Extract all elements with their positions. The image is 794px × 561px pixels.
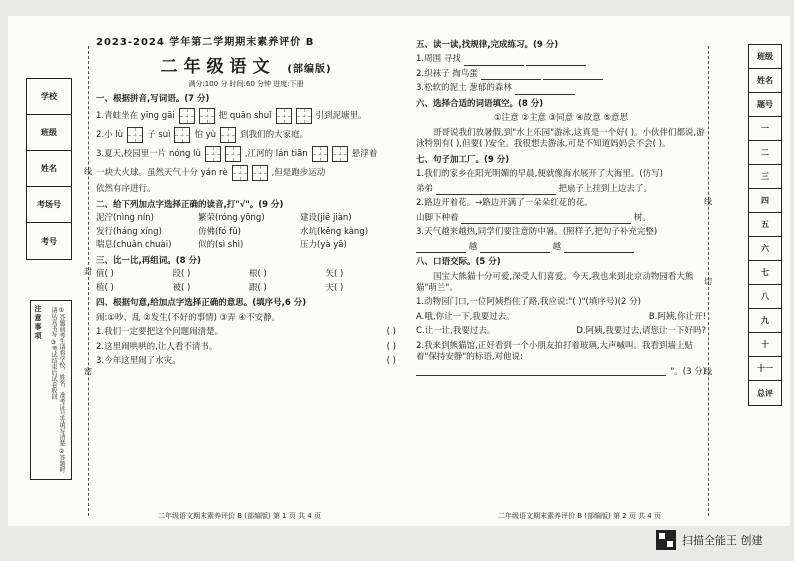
compare-item[interactable]: 跟( ) [249, 282, 267, 293]
compare-item[interactable]: 植( ) [96, 282, 114, 293]
score-label: 十一 [749, 357, 781, 381]
q-text: ,但是跑步运动 [271, 167, 326, 178]
notes-title: 注意事项 [34, 305, 42, 341]
score-label: 八 [749, 285, 781, 309]
q-text: 引到泥塘里。 [315, 110, 367, 121]
speaking-question: 2.我来到熊猫馆,正好看到一个小朋友拍打着玻璃,大声喊叫。我看到墙上贴着"保持安静"的标语,对他说: [416, 340, 694, 363]
class-label: 班级 [27, 115, 71, 151]
sentence-question: 3.天气越来越热,同学们要注意防中暑。(照样子,把句子补充完整) [416, 227, 658, 238]
score-column [748, 44, 782, 406]
q-text: 1.青蛙坐在 yīng gāi [96, 110, 175, 121]
q-text: 子 suì [147, 129, 171, 140]
q-text: 山脚下种着 [416, 212, 459, 223]
score-label: 五 [749, 213, 781, 237]
q-text: 3.松软的泥土 葱郁的森林 [416, 83, 512, 94]
answer-line[interactable] [461, 215, 631, 224]
char-box[interactable] [127, 127, 143, 143]
section-7-title: 七、句子加工厂。(9 分) [416, 154, 510, 165]
scanner-watermark [656, 530, 763, 550]
seal-line-left [88, 46, 89, 516]
page-title [96, 56, 396, 79]
score-label: 七 [749, 261, 781, 285]
char-box[interactable] [252, 165, 268, 181]
answer-paren[interactable]: ( ) [386, 341, 396, 352]
score-label: 三 [749, 165, 781, 189]
school-label: 学校 [27, 79, 71, 115]
score-label: 总评 [757, 388, 773, 398]
char-box[interactable] [232, 165, 248, 181]
title-text: 二年级语文 [160, 56, 276, 77]
answer-line[interactable] [543, 71, 603, 80]
pronunciation-item[interactable]: 压力(yà yā) [300, 240, 347, 251]
q-text: 越 [552, 241, 562, 252]
student-info-box [26, 78, 72, 260]
meaning-question [96, 342, 396, 353]
compare-item[interactable]: 值( ) [96, 269, 114, 280]
compare-item[interactable]: 根( ) [249, 269, 267, 280]
char-box[interactable] [205, 146, 221, 162]
pattern-question [416, 54, 706, 65]
page-footer-right: 二年级语文期末素养评价 B (部编版) 第 2 页 共 4 页 [498, 512, 661, 520]
option-a: A.哦,你让一下,我要过去。 [416, 311, 515, 322]
pronunciation-item[interactable]: 繁荣(róng yōng) [198, 213, 265, 224]
option-d: D.阿姨,我要过去,请您让一下好吗? [576, 326, 706, 337]
answer-paren[interactable]: ( ) [386, 355, 396, 366]
sentence-question: 1.我们的家乡在阳光明媚的早晨,便就像海水展开了大海里。(仿写) [416, 169, 663, 180]
compare-grid [96, 269, 396, 294]
score-label: 题号 [749, 93, 781, 117]
name-label: 姓名 [27, 151, 71, 187]
speaking-question: 1.动物园门口,一位阿姨挡住了路,我应说:"( )"(填序号)(2 分) [416, 297, 641, 308]
q-text: 3.夏天,校园里一片 nóng lù [96, 148, 201, 159]
meaning-question [96, 327, 396, 338]
question-1-1 [96, 108, 396, 124]
q-text: ,江河的 lán tiān [244, 148, 308, 159]
compare-item[interactable]: 被( ) [172, 282, 191, 293]
pronunciation-grid [96, 213, 396, 251]
q-text: 把扇子上挂到上边去了。 [558, 183, 652, 194]
section-3-title: 三、比一比,再组词。(8 分) [96, 255, 201, 266]
page-footer-left: 二年级语文期末素养评价 B (部编版) 第 1 页 共 4 页 [158, 512, 321, 520]
pronunciation-item[interactable]: 仿佛(fó fǔ) [198, 226, 241, 237]
answer-line[interactable] [436, 186, 556, 195]
watermark-text: 扫描全能王 创建 [682, 534, 763, 547]
exam-room-label: 考场号 [27, 187, 71, 223]
speaking-options [416, 326, 706, 337]
char-box[interactable] [296, 108, 312, 124]
q-text: 2.小 lù [96, 129, 124, 140]
char-box[interactable] [174, 127, 190, 143]
q-text: 怕 yù [194, 129, 217, 140]
compare-item[interactable]: 段( ) [172, 269, 191, 280]
seal-mark: 封 [84, 267, 92, 276]
exam-number-label: 考号 [41, 236, 57, 246]
exam-notes [30, 300, 72, 480]
score-label: 姓名 [749, 69, 781, 93]
meaning-question [96, 356, 396, 367]
speaking-passage: 国宝大熊猫十分可爱,深受人们喜爱。今天,我也来到北京动物园看大熊猫"萌兰"。 [416, 271, 694, 293]
char-box[interactable] [199, 108, 215, 124]
q-text: 树。 [633, 212, 651, 223]
compare-item[interactable]: 夫( ) [325, 282, 344, 293]
q-text: 3.今年这里闹了水灾。 [96, 355, 181, 366]
char-box[interactable] [179, 108, 195, 124]
answer-line[interactable] [526, 57, 586, 66]
pronunciation-item[interactable]: 水坑(kēng kàng) [300, 226, 369, 237]
answer-line[interactable] [416, 244, 466, 253]
seal-mark: 线 [704, 367, 712, 376]
q-text: 把 quān shuǐ [218, 110, 272, 121]
section-2-title: 二、给下列加点字选择正确的读音,打"√"。(9 分) [96, 199, 284, 210]
pattern-question [416, 69, 706, 80]
q-text: 依然有序进行。 [96, 184, 156, 195]
meaning-options: 闹:①吵、乱 ②发生(不好的事情) ③弄 ④不安静。 [96, 312, 281, 323]
exam-name: 2023-2024 学年第二学期期末素养评价 B [96, 37, 315, 48]
score-label: 班级 [749, 45, 781, 69]
char-box[interactable] [312, 146, 328, 162]
section-4-title: 四、根据句意,给加点字选择正确的意思。(填序号,6 分) [96, 298, 307, 309]
qr-code-icon [656, 530, 676, 550]
score-label: 六 [749, 237, 781, 261]
q-text: 2.织袜子 掏鸟蛋 [416, 68, 478, 79]
question-1-2 [96, 127, 396, 143]
compare-item[interactable]: 矢( ) [325, 269, 344, 280]
binding-strip [26, 40, 78, 480]
score-label: 十 [749, 333, 781, 357]
page-two [416, 36, 706, 378]
q-text: 弟弟 [416, 183, 434, 194]
answer-line[interactable] [480, 244, 550, 253]
sentence-fill [416, 213, 706, 224]
answer-line[interactable] [481, 71, 541, 80]
answer-paren[interactable]: ( ) [386, 327, 396, 338]
option-c: C.让一让,我要过去。 [416, 326, 496, 337]
pronunciation-item[interactable]: 发行(háng xíng) [96, 226, 162, 237]
speaking-options [416, 312, 706, 323]
seal-mark: 密 [84, 367, 92, 376]
seal-mark: 切 [704, 277, 712, 286]
char-box[interactable] [220, 127, 236, 143]
q-text: 2.这里闹哄哄的,让人看不清书。 [96, 341, 218, 352]
section-6-title: 六、选择合适的词语填空。(8 分) [416, 98, 544, 109]
char-box[interactable] [225, 146, 241, 162]
question-1-3 [96, 146, 396, 162]
page-one [96, 36, 396, 367]
exam-sheet [8, 16, 790, 526]
pronunciation-item[interactable]: 似的(sì shì) [198, 240, 244, 251]
question-1-3-cont [96, 165, 396, 181]
pattern-question [416, 83, 706, 94]
section-5-title: 五、读一读,找规律,完成练习。(9 分) [416, 40, 559, 50]
q-text: 一块大火球。虽然天气十分 yán rè [96, 167, 228, 178]
fill-passage: 哥哥说我们放暑假,到"水上乐园"游泳,这真是一个好( )。小伙伴们都说,游泳特别有( ),但要( )安全。我很想去游泳,可是不知道妈妈会不会( )。 [416, 127, 705, 150]
section-1-title: 一、根据拼音,写词语。(7 分) [96, 93, 210, 104]
sentence-fill [416, 242, 706, 253]
exam-meta: 满分:100 分 时间:60 分钟 进度:下册 [188, 80, 304, 89]
answer-line[interactable] [515, 86, 575, 95]
seal-mark: 线 [84, 167, 92, 176]
pronunciation-item[interactable]: 喘息(chuǎn chuài) [96, 240, 172, 251]
notes-text: ①答题前考生请将学校、姓名、准考证号等填写清楚 ②答题时请认真书写 ③考试结束后试卷收回 [50, 307, 65, 473]
word-options: ①注意 ②主意 ③同意 ④故意 ⑤意思 [494, 113, 628, 124]
char-box[interactable] [276, 108, 292, 124]
answer-line[interactable] [464, 57, 524, 66]
sentence-fill [416, 184, 706, 195]
q-text: 1.我们一定要把这个问题闹清楚。 [96, 327, 224, 338]
sentence-question: 2.路边开着花。→路边开满了一朵朵红花的花。 [416, 198, 593, 209]
score-label: 四 [749, 189, 781, 213]
section-8-title: 八、口语交际。(5 分) [416, 257, 501, 268]
pronunciation-item[interactable]: 建设(jiē jiàn) [300, 213, 352, 224]
score-label: 九 [749, 309, 781, 333]
edition-text: (部编版) [287, 63, 332, 75]
seal-mark: 线 [704, 197, 712, 206]
answer-line[interactable] [564, 244, 634, 253]
speaking-answer [416, 367, 706, 378]
q-text: 悬浮着 [351, 148, 378, 159]
q-text: "。(3 分) [670, 366, 706, 377]
pronunciation-item[interactable]: 泥泞(nìng nín) [96, 213, 155, 224]
option-b: B.阿姨,你让开! [648, 311, 706, 322]
answer-line[interactable] [416, 367, 666, 376]
q-text: 1.周围 寻找 [416, 54, 461, 65]
char-box[interactable] [332, 146, 348, 162]
score-label: 一 [749, 117, 781, 141]
score-label: 二 [749, 141, 781, 165]
q-text: 越 [468, 241, 478, 252]
q-text: 到我们的大家庭。 [240, 129, 309, 140]
